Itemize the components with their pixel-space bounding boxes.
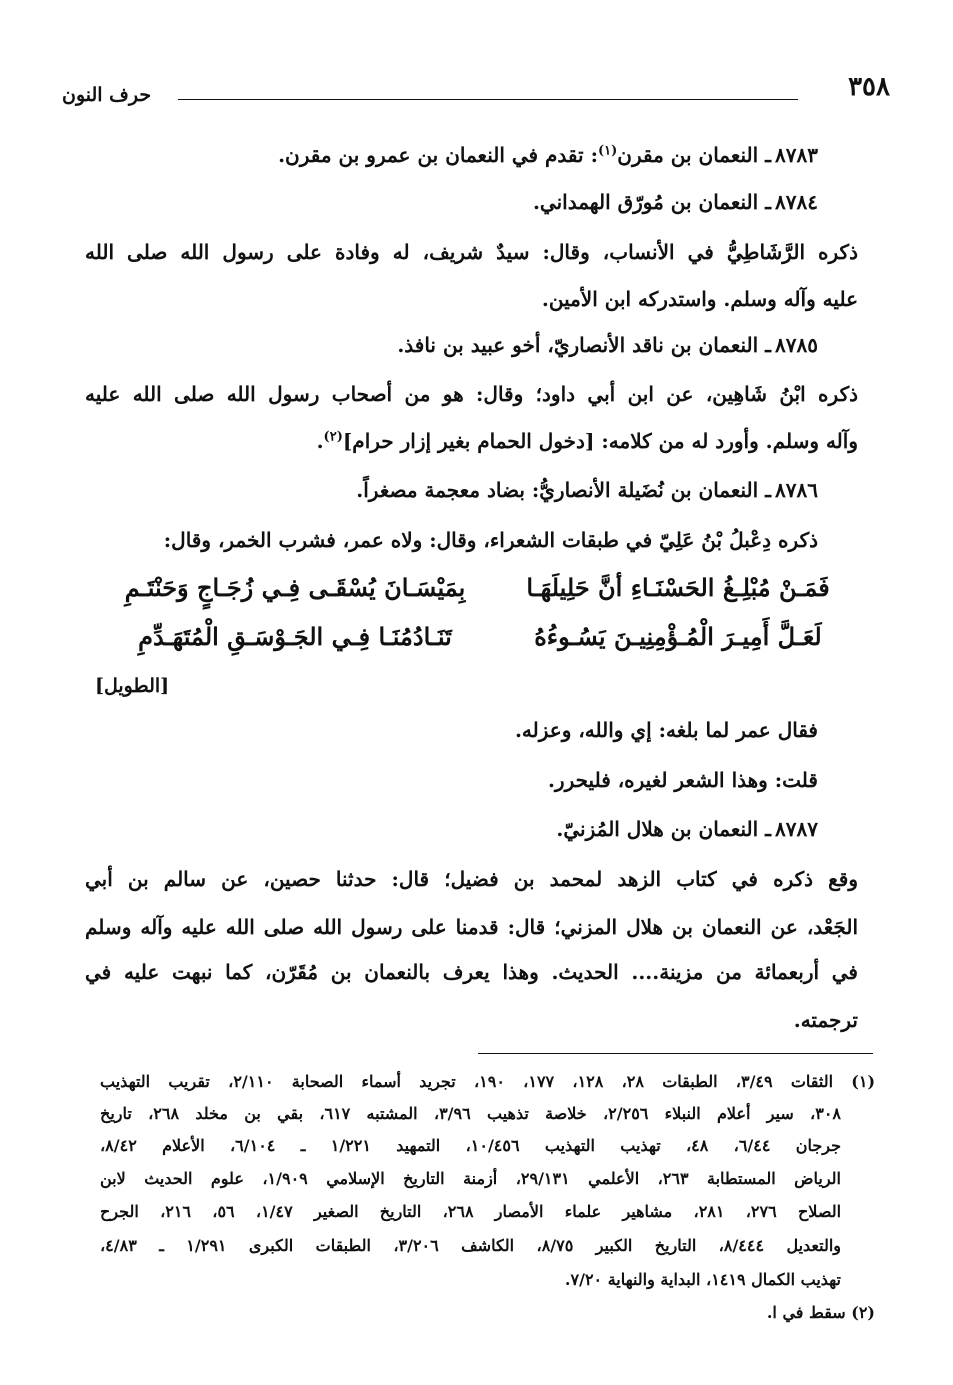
paragraph-line: عليه وآله وسلم. واستدركه ابن الأمين. [541,287,858,311]
paragraph-line-with-fn: وآله وسلم. وأورد له من كلامه: [دخول الحمام بغير إزار حرام]$^{(٢)}$. [316,429,858,453]
paragraph-line: ذكره دِعْبلُ بْنُ عَلِيّ في طبقات الشعراء، وقال: ولاه عمر، فشرب الخمر، وقال: [163,528,818,552]
entry-number: ٨٧٨٤ [775,190,818,214]
paragraph-line: الجَعْد، عن النعمان بن هلال المزني؛ قال: قدمنا على رسول الله صلى الله عليه وآله وسلم [85,915,858,939]
entry-8787 [556,817,818,841]
paragraph-line: في أربعمائة من مزينة.... الحديث. وهذا يعرف بالنعمان بن مُقَرّن، كما نبهت عليه في [85,960,858,984]
paragraph-line: فقال عمر لما بلغه: إي والله، وعزله. [514,718,818,742]
entry-8783 [278,143,818,167]
page-number: ٣٥٨ [848,72,890,102]
entry-8786 [356,478,818,502]
entry-number: ٨٧٨٦ [775,478,818,502]
entry-8784 [533,190,818,214]
entry-number: ٨٧٨٧ [775,817,818,841]
footnote-line: جرجان ٦/٤٤، ٤٨، تهذيب التهذيب ١٠/٤٥٦، التمهيد ١/٢٢١ ـ ٦/١٠٤، الأعلام ٨/٤٢، [100,1136,842,1155]
footnote-2: (٢) سقط في ا. [766,1303,875,1322]
entry-name: ـ النعمان بن ناقد الأنصاريّ، [547,333,772,357]
entry-text: أخو عبيد بن نافذ. [397,333,548,357]
footnote-ref[interactable]: (٢) [323,429,343,445]
poem-verse-1-left: بِمَيْسَـانَ يُسْقَـى فِـي زُجَـاجٍ وَحَنْتَـمِ [124,573,466,602]
header-rule [178,99,798,100]
entry-name: ـ النعمان بن مقرن [617,143,772,167]
footnote-line: ٣٠٨، سير أعلام النبلاء ٢/٢٥٦، خلاصة تذهيب ٣/٩٦، المشتبه ٦١٧، بقي بن مخلد ٢٦٨، تاريخ [100,1104,842,1123]
poem-verse-1-right: فَمَـنْ مُبْلِـغُ الحَسْنَـاءِ أنَّ حَلِيلَهَـا [526,573,830,602]
footnote-line: (١) الثقات ٣/٤٩، الطبقات ٢٨، ١٢٨، ١٧٧، ١٩٠، تجريد أسماء الصحابة ٢/١١٠، تقريب التهذيب [100,1072,876,1091]
paragraph-line: وقع ذكره في كتاب الزهد لمحمد بن فضيل؛ قال: حدثنا حصين، عن سالم بن أبي [85,867,858,891]
paragraph-line: ذكره الرَّشَاطِيُّ في الأنساب، وقال: سيدٌ شريف، له وفادة على رسول الله صلى الله [85,240,858,264]
footnote-line: الصلاح ٢٧٦، ٢٨١، مشاهير علماء الأمصار ٢٦٨، التاريخ الصغير ١/٤٧، ٥٦، ٢١٦، الجرح [100,1202,842,1221]
footnote-separator [478,1053,873,1054]
entry-number: ٨٧٨٣ [775,143,818,167]
paragraph-line: ذكره ابْنُ شَاهِين، عن ابن أبي داود؛ وقال: هو من أصحاب رسول الله صلى الله عليه [85,382,858,406]
footnote-line: الرياض المستطابة ٢٦٣، الأعلمي ٢٩/١٣١، أزمنة التاريخ الإسلامي ١/٩٠٩، علوم الحديث لابن [100,1169,842,1188]
entry-text: بضاد معجمة مصغراً. [356,478,532,502]
poem-meter: [الطويل] [95,675,170,697]
entry-name: ـ النعمان بن نُضَيلة الأنصاريُّ: [531,478,772,502]
entry-name: ـ النعمان بن مُورّق الهمداني. [532,190,772,214]
poem-verse-2-right: لَعَـلَّ أَمِيـرَ الْمُـؤْمِنِيـنَ يَسُـوءُهُ [534,622,822,651]
entry-8785 [397,333,818,357]
entry-text: : تقدم في النعمان بن عمرو بن مقرن. [278,143,598,167]
footnote-line: تهذيب الكمال ١٤١٩، البداية والنهاية ٧/٢٠. [564,1270,841,1289]
paragraph-line: قلت: وهذا الشعر لغيره، فليحرر. [547,768,818,792]
paragraph-line: ترجمته. [793,1008,858,1032]
entry-name: ـ النعمان بن هلال المُزنيّ. [556,817,772,841]
poem-verse-2-left: تَنَـادُمُنَـا فِـي الجَـوْسَـقِ الْمُتَهَـدِّمِ [138,622,452,651]
paragraph-text: وآله وسلم. وأورد له من كلامه: [دخول الحمام بغير إزار حرام] [342,429,858,453]
chapter-title: حرف النون [62,84,152,106]
footnote-line: والتعديل ٨/٤٤٤، التاريخ الكبير ٨/٧٥، الكاشف ٣/٢٠٦، الطبقات الكبرى ١/٢٩١ ـ ٤/٨٣، [100,1236,842,1255]
entry-number: ٨٧٨٥ [775,333,818,357]
footnote-ref[interactable]: (١) [597,143,618,159]
